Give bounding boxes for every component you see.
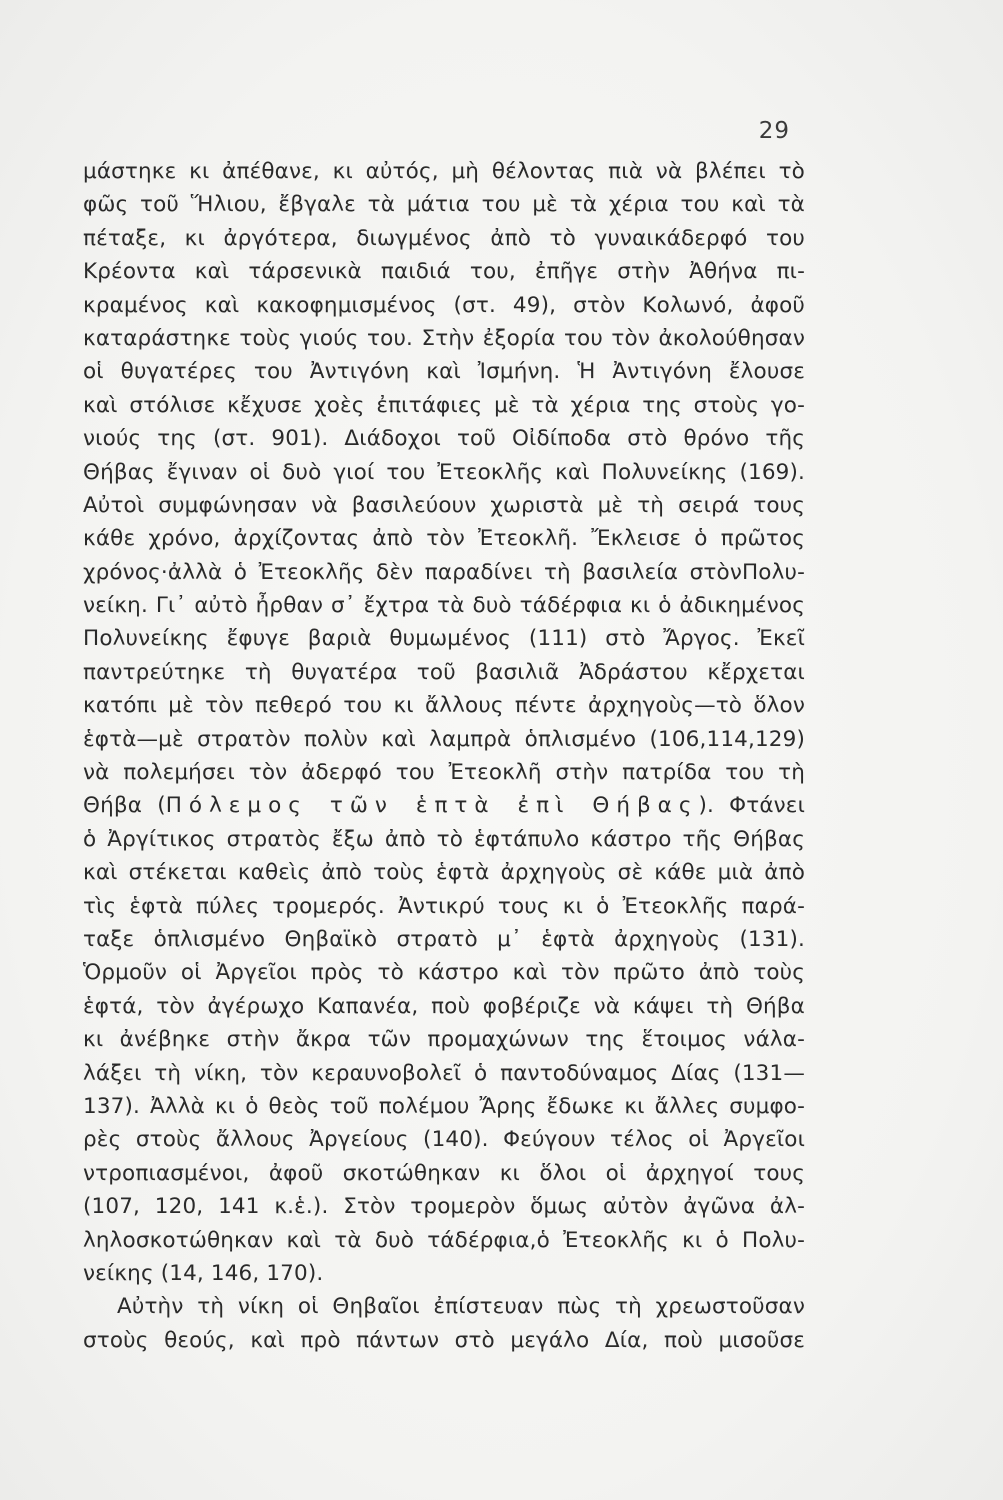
text-line: πέταξε, κι ἀργότερα, διωγμένος ἀπὸ τὸ γυναικάδερφό του bbox=[83, 225, 805, 251]
text-line: στοὺς θεούς, καὶ πρὸ πάντων στὸ μεγάλο Δία, ποὺ μισοῦσε bbox=[83, 1327, 805, 1353]
page-number: 29 bbox=[758, 118, 790, 144]
text-line: καὶ στέκεται καθεὶς ἀπὸ τοὺς ἑφτὰ ἀρχηγοὺς σὲ κάθε μιὰ ἀπὸ bbox=[83, 860, 805, 886]
text-line: καὶ στόλισε κἔχυσε χοὲς ἐπιτάφιες μὲ τὰ χέρια της στοὺς γο- bbox=[83, 392, 805, 418]
text-line: (107, 120, 141 κ.ἑ.). Στὸν τρομερὸν ὅμως αὐτὸν ἀγῶνα ἀλ- bbox=[83, 1194, 805, 1220]
spaced-title: Πόλεμος τῶν ἑπτὰ ἐπὶ Θήβας bbox=[165, 793, 699, 819]
text-line: ρὲς στοὺς ἄλλους Ἀργείους (140). Φεύγουν τέλος οἱ Ἀργεῖοι bbox=[83, 1127, 805, 1153]
text-line: λάξει τὴ νίκη, τὸν κεραυνοβολεῖ ὁ παντοδύναμος Δίας (131— bbox=[83, 1060, 805, 1086]
body-text bbox=[83, 155, 805, 1357]
text-line: τὶς ἑφτὰ πύλες τρομερός. Ἀντικρύ τους κι ὁ Ἐτεοκλῆς παρά- bbox=[83, 893, 805, 919]
text-line: Πολυνείκης ἔφυγε βαριὰ θυμωμένος (111) στὸ Ἄργος. Ἐκεῖ bbox=[83, 626, 805, 652]
text-line: Θήβας ἔγιναν οἱ δυὸ γιοί του Ἐτεοκλῆς καὶ Πολυνείκης (169). bbox=[83, 459, 805, 485]
text-line: νείκη. Γι᾿ αὐτὸ ἦρθαν σ᾿ ἔχτρα τὰ δυὸ τάδέρφια κι ὁ ἀδικημένος bbox=[83, 593, 805, 619]
text-line: ἑφτὰ—μὲ στρατὸν πολὺν καὶ λαμπρὰ ὁπλισμένο (106,114,129) bbox=[83, 726, 805, 752]
text-line: νὰ πολεμήσει τὸν ἀδερφό του Ἐτεοκλῆ στὴν πατρίδα του τὴ bbox=[83, 760, 805, 786]
text-line: χρόνος·ἀλλὰ ὁ Ἐτεοκλῆς δὲν παραδίνει τὴ βασιλεία στὸνΠολυ- bbox=[83, 559, 805, 585]
text-line: Αὐτοὶ συμφώνησαν νὰ βασιλεύουν χωριστὰ μὲ τὴ σειρά τους bbox=[83, 492, 805, 518]
text-line: κάθε χρόνο, ἀρχίζοντας ἀπὸ τὸν Ἐτεοκλῆ. Ἔκλεισε ὁ πρῶτος bbox=[83, 526, 805, 552]
text-line: κι ἀνέβηκε στὴν ἄκρα τῶν προμαχώνων της ἕτοιμος νάλα- bbox=[83, 1027, 805, 1053]
text-line: νιούς της (στ. 901). Διάδοχοι τοῦ Οἰδίποδα στὸ θρόνο τῆς bbox=[83, 426, 805, 452]
text-line: Αὐτὴν τὴ νίκη οἱ Θηβαῖοι ἐπίστευαν πὼς τὴ χρεωστοῦσαν bbox=[117, 1294, 805, 1320]
text-fragment: ). Φτάνει bbox=[698, 793, 805, 819]
text-line-with-spaced-title bbox=[83, 789, 805, 822]
text-line: ταξε ὁπλισμένο Θηβαϊκὸ στρατὸ μ᾿ ἑφτὰ ἀρχηγοὺς (131). bbox=[83, 926, 805, 952]
text-line: Ὁρμοῦν οἱ Ἀργεῖοι πρὸς τὸ κάστρο καὶ τὸν πρῶτο ἀπὸ τοὺς bbox=[83, 960, 805, 986]
text-line: κατόπι μὲ τὸν πεθερό του κι ἄλλους πέντε ἀρχηγοὺς—τὸ ὅλον bbox=[83, 693, 805, 719]
text-line: κραμένος καὶ κακοφημισμένος (στ. 49), στὸν Κολωνό, ἀφοῦ bbox=[83, 292, 805, 318]
text-fragment: Θήβα ( bbox=[83, 793, 166, 819]
text-line: καταράστηκε τοὺς γιούς του. Στὴν ἐξορία του τὸν ἀκολούθησαν bbox=[83, 325, 805, 351]
text-line: ἑφτά, τὸν ἀγέρωχο Καπανέα, ποὺ φοβέριζε νὰ κάψει τὴ Θήβα bbox=[83, 993, 805, 1019]
text-line: 137). Ἀλλὰ κι ὁ θεὸς τοῦ πολέμου Ἄρης ἔδωκε κι ἄλλες συμφο- bbox=[83, 1093, 805, 1119]
text-line: φῶς τοῦ Ἥλιου, ἔβγαλε τὰ μάτια του μὲ τὰ χέρια του καὶ τὰ bbox=[83, 192, 805, 218]
text-line: Κρέοντα καὶ τάρσενικὰ παιδιά του, ἐπῆγε στὴν Ἀθήνα πι- bbox=[83, 259, 805, 285]
text-line: νείκης (14, 146, 170). bbox=[83, 1260, 324, 1286]
text-line: οἱ θυγατέρες του Ἀντιγόνη καὶ Ἰσμήνη. Ἡ Ἀντιγόνη ἔλουσε bbox=[83, 359, 805, 385]
text-line: ντροπιασμένοι, ἀφοῦ σκοτώθηκαν κι ὅλοι οἱ ἀρχηγοί τους bbox=[83, 1160, 805, 1186]
text-line: ὁ Ἀργίτικος στρατὸς ἔξω ἀπὸ τὸ ἑφτάπυλο κάστρο τῆς Θήβας bbox=[83, 826, 805, 852]
text-line: παντρεύτηκε τὴ θυγατέρα τοῦ βασιλιᾶ Ἀδράστου κἔρχεται bbox=[83, 659, 805, 685]
text-line: ληλοσκοτώθηκαν καὶ τὰ δυὸ τάδέρφια,ὁ Ἐτεοκλῆς κι ὁ Πολυ- bbox=[83, 1227, 805, 1253]
text-line: μάστηκε κι ἀπέθανε, κι αὐτός, μὴ θέλοντας πιὰ νὰ βλέπει τὸ bbox=[83, 159, 805, 184]
